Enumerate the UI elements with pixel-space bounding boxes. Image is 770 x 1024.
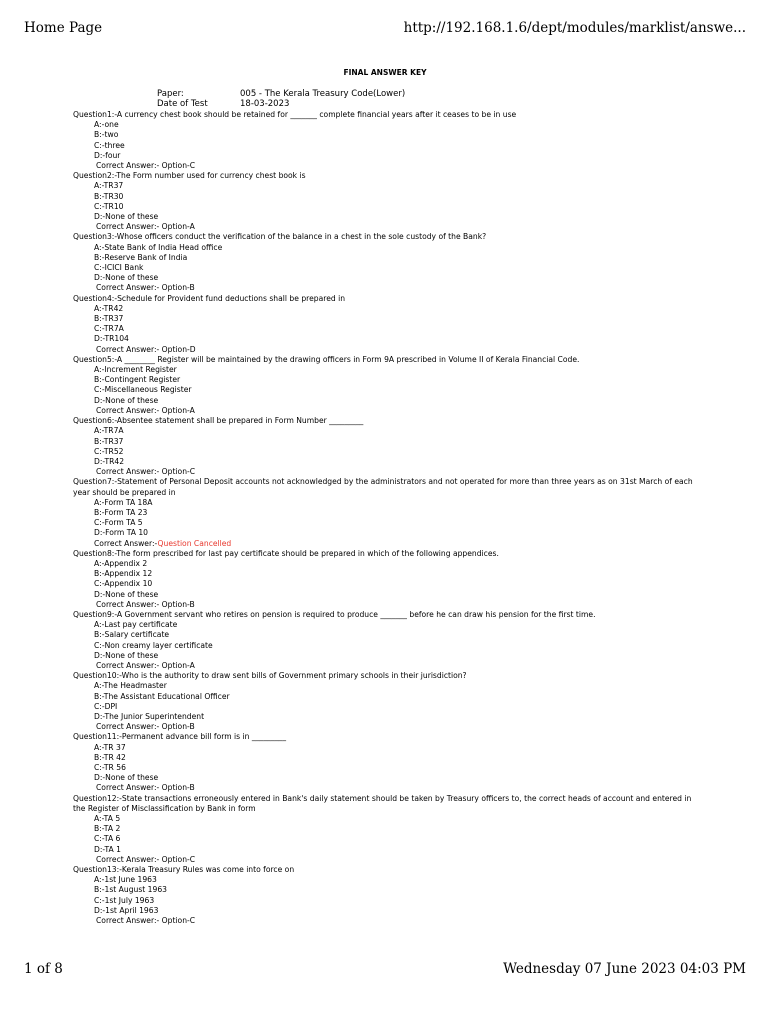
paper-value: 005 - The Kerala Treasury Code(Lower): [240, 89, 406, 99]
correct-answer: Correct Answer:- Option-C: [96, 854, 196, 864]
question-text: Question7:-Statement of Personal Deposit accounts not acknowledged by the administrators and not operated for more than three years as on 31st March of each year should be prepared in: [73, 477, 693, 497]
question-item: [73, 355, 693, 416]
question-option: C:-TR10: [94, 201, 124, 211]
question-option: D:-Form TA 10: [94, 528, 149, 538]
question-text: Question10:-Who is the authority to draw sent bills of Government primary schools in their jurisdiction?: [73, 671, 467, 681]
question-option: B:-Salary certificate: [94, 630, 170, 640]
question-option: C:-TA 6: [94, 834, 121, 844]
question-option: C:-Miscellaneous Register: [94, 385, 192, 395]
question-item: [73, 232, 693, 293]
question-option: B:-TA 2: [94, 824, 121, 834]
correct-answer: Correct Answer:- Option-B: [96, 283, 195, 293]
question-option: C:-three: [94, 140, 125, 150]
question-item: [73, 865, 693, 926]
question-option: A:-Appendix 2: [94, 558, 148, 568]
question-option: D:-1st April 1963: [94, 905, 159, 915]
question-option: A:-Increment Register: [94, 365, 177, 375]
document-title: FINAL ANSWER KEY: [343, 68, 427, 77]
question-item: [73, 171, 693, 232]
correct-answer: Correct Answer:- Option-B: [96, 722, 195, 732]
question-option: C:-Non creamy layer certificate: [94, 640, 213, 650]
question-option: A:-one: [94, 120, 119, 130]
correct-answer: Correct Answer:- Option-A: [96, 405, 195, 415]
correct-answer: Correct Answer:- Option-B: [96, 783, 195, 793]
question-option: A:-The Headmaster: [94, 681, 167, 691]
question-text: Question9:-A Government servant who retires on pension is required to produce _______ before he can draw his pension for the first time.: [73, 609, 596, 619]
question-text: Question5:-A ________ Register will be maintained by the drawing officers in Form 9A prescribed in Volume II of Kerala Financial Code.: [73, 354, 580, 364]
question-item: [73, 416, 693, 477]
question-option: A:-TR 37: [94, 742, 126, 752]
question-option: B:-The Assistant Educational Officer: [94, 691, 230, 701]
question-option: B:-Appendix 12: [94, 569, 153, 579]
question-text: Question12:-State transactions erroneously entered in Bank's daily statement should be taken by Treasury officers to, the correct heads of account and entered in the Register of Misclassification by Bank in form: [73, 793, 692, 813]
question-option: A:-Last pay certificate: [94, 620, 178, 630]
question-option: C:-ICICI Bank: [94, 263, 144, 273]
question-option: A:-State Bank of India Head office: [94, 242, 223, 252]
paper-row: [157, 89, 405, 99]
question-option: D:-TA 1: [94, 844, 121, 854]
question-option: C:-DPI: [94, 701, 118, 711]
question-text: Question8:-The form prescribed for last pay certificate should be prepared in which of the following appendices.: [73, 548, 499, 558]
question-text: Question13:-Kerala Treasury Rules was come into force on: [73, 865, 295, 875]
question-item: [73, 732, 693, 793]
question-option: D:-The Junior Superintendent: [94, 711, 205, 721]
print-header-url: http://192.168.1.6/dept/modules/marklist/answe...: [403, 20, 746, 36]
question-option: B:-1st August 1963: [94, 885, 168, 895]
print-header-title: Home Page: [24, 20, 103, 36]
question-option: D:-None of these: [94, 773, 159, 783]
question-option: D:-None of these: [94, 650, 159, 660]
correct-answer: Correct Answer:- Option-A: [96, 660, 195, 670]
question-option: D:-TR42: [94, 456, 125, 466]
question-option: C:-Appendix 10: [94, 579, 153, 589]
question-option: A:-1st June 1963: [94, 875, 157, 885]
page-number: 1 of 8: [24, 961, 63, 977]
correct-answer: [73, 539, 693, 549]
question-option: D:-None of these: [94, 273, 159, 283]
question-item: [73, 794, 693, 865]
date-row: [157, 99, 289, 109]
question-option: C:-TR52: [94, 446, 124, 456]
correct-answer-prefix: Correct Answer:-: [94, 538, 158, 548]
question-option: D:-None of these: [94, 395, 159, 405]
question-option: D:-None of these: [94, 589, 159, 599]
question-option: D:-None of these: [94, 212, 159, 222]
question-text: Question1:-A currency chest book should be retained for _______ complete financial years after it ceases to be in use: [73, 110, 517, 119]
question-item: [73, 110, 693, 171]
question-option: A:-TR42: [94, 303, 124, 313]
question-text: Question4:-Schedule for Provident fund deductions shall be prepared in: [73, 293, 346, 303]
question-option: C:-TR 56: [94, 763, 126, 772]
question-option: C:-TR7A: [94, 324, 124, 334]
correct-answer: Correct Answer:- Option-C: [96, 467, 196, 477]
question-option: A:-TA 5: [94, 814, 121, 824]
correct-answer: Correct Answer:- Option-A: [96, 222, 195, 232]
question-option: B:-Form TA 23: [94, 507, 148, 517]
paper-label: Paper:: [157, 89, 184, 99]
question-item: [73, 671, 693, 732]
print-timestamp: Wednesday 07 June 2023 04:03 PM: [503, 961, 746, 977]
question-option: C:-Form TA 5: [94, 518, 143, 528]
question-option: D:-four: [94, 150, 121, 160]
question-option: A:-TR37: [94, 181, 124, 191]
date-value: 18-03-2023: [240, 99, 290, 109]
question-item: [73, 549, 693, 610]
correct-answer: Correct Answer:- Option-D: [96, 344, 196, 354]
question-option: A:-TR7A: [94, 426, 124, 436]
question-option: B:-TR37: [94, 314, 124, 324]
question-item: [73, 294, 693, 355]
question-option: B:-Contingent Register: [94, 375, 181, 385]
question-option: D:-TR104: [94, 334, 129, 344]
question-option: B:-Reserve Bank of India: [94, 252, 188, 262]
date-label: Date of Test: [157, 99, 208, 109]
question-text: Question11:-Permanent advance bill form is in _________: [73, 732, 286, 742]
question-option: B:-TR 42: [94, 752, 126, 762]
question-option: B:-TR30: [94, 191, 124, 201]
question-option: B:-TR37: [94, 436, 124, 446]
question-option: C:-1st July 1963: [94, 895, 155, 905]
question-text: Question3:-Whose officers conduct the verification of the balance in a chest in the sole custody of the Bank?: [73, 232, 487, 242]
correct-answer: Correct Answer:- Option-B: [96, 599, 195, 609]
question-list: [73, 110, 693, 926]
correct-answer: Correct Answer:- Option-C: [96, 161, 196, 171]
correct-answer: Correct Answer:- Option-C: [96, 916, 196, 926]
question-cancelled-note: Question Cancelled: [157, 538, 232, 548]
question-option: B:-two: [94, 130, 119, 140]
question-item: [73, 610, 693, 671]
question-option: A:-Form TA 18A: [94, 497, 153, 507]
question-text: Question6:-Absentee statement shall be prepared in Form Number _________: [73, 416, 364, 426]
question-text: Question2:-The Form number used for currency chest book is: [73, 171, 306, 181]
question-item: [73, 477, 693, 548]
